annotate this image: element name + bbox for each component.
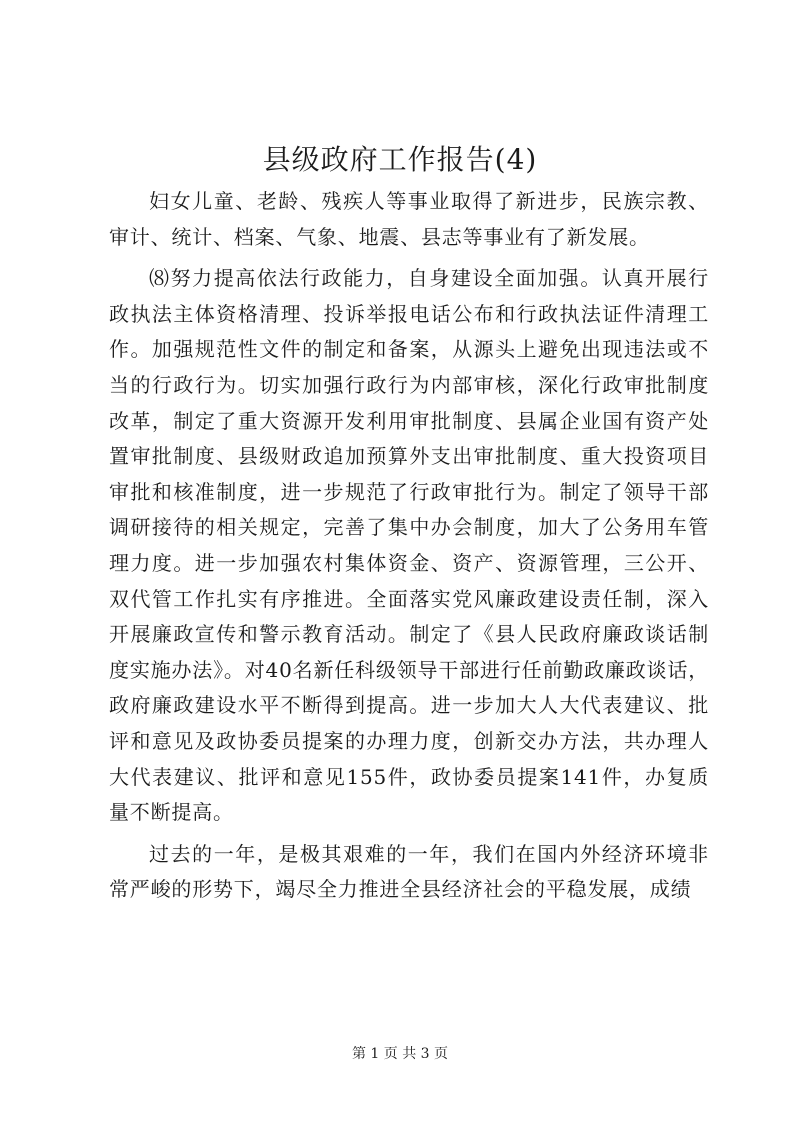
paragraph-1: 妇女儿童、老龄、残疾人等事业取得了新进步，民族宗教、审计、统计、档案、气象、地震、县志等事业有了新发展。 [109, 189, 709, 249]
document-body [109, 184, 709, 908]
paragraph-2: ⑻努力提高依法行政能力，自身建设全面加强。认真开展行政执法主体资格清理、投诉举报电话公布和行政执法证件清理工作。加强规范性文件的制定和备案，从源头上避免出现违法或不当的行政行为。切实加强行政行为内部审核，深化行政审批制度改革，制定了重大资源开发利用审批制度、县属企业国有资产处置审批制度、县级财政追加预算外支出审批制度、重大投资项目审批和核准制度，进一步规范了行政审批行为。制定了领导干部调研接待的相关规定，完善了集中办会制度，加大了公务用车管理力度。进一步加强农村集体资金、资产、资源管理，三公开、双代管工作扎实有序推进。全面落实党风廉政建设责任制，深入开展廉政宣传和警示教育活动。制定了《县人民政府廉政谈话制度实施办法》。对40名新任科级领导干部进行任前勤政廉政谈话，政府廉政建设水平不断得到提高。进一步加大人大代表建议、批评和意见及政协委员提案的办理力度，创新交办方法，共办理人大代表建议、批评和意见155件，政协委员提案141件，办复质量不断提高。 [109, 266, 709, 825]
paragraph-3: 过去的一年，是极其艰难的一年，我们在国内外经济环境非常严峻的形势下，竭尽全力推进全县经济社会的平稳发展，成绩 [109, 841, 709, 902]
page-footer: 第 1 页 共 3 页 [351, 1046, 449, 1062]
page-title: 县级政府工作报告(4) [262, 143, 538, 176]
